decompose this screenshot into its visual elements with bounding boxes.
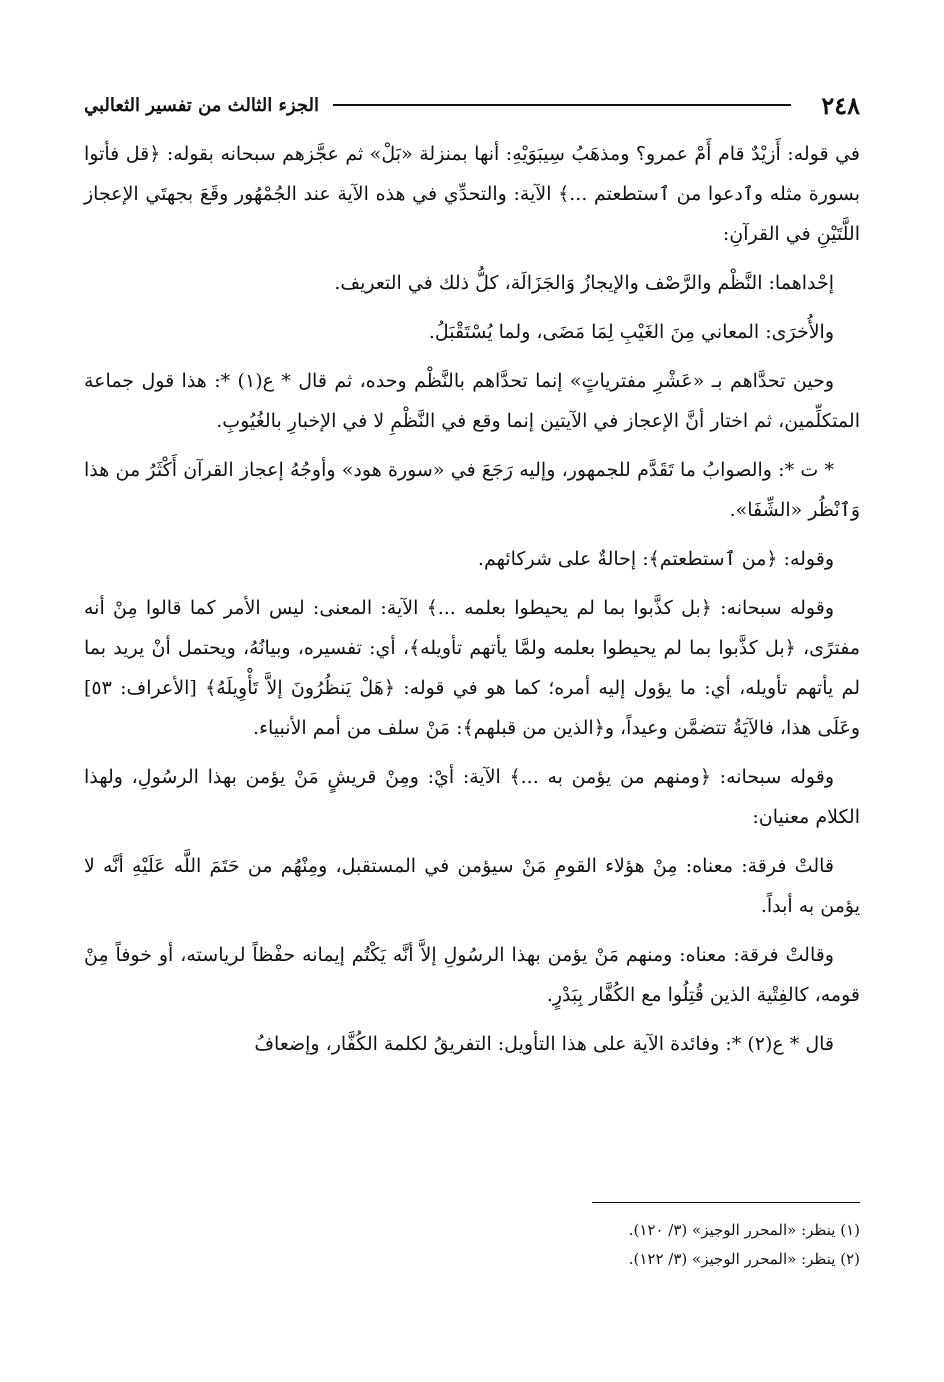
paragraph: والأُخرَى: المعاني مِنَ الغَيْبِ لِمَا مَضَى، ولما يُسْتَقْبَلُ. — [428, 321, 834, 343]
paragraph: في قوله: أَزيْدٌ قام أَمْ عمرو؟ ومذهَبُ سِيبَوَيْهِ: أنها بمنزلة «بَلْ» ثم عجَّزهم سبحانه بقوله: ﴿قل فأتوا بسورة مثله وٱدعوا من ٱستطعتم ...﴾ الآية: والتحدِّي في هذه الآية عند الجُمْهُور وقَعَ بجهتَي الإعجاز اللَّتَيْنِ في القرآنِ: — [84, 143, 860, 245]
page-number: ٢٤٨ — [821, 90, 860, 120]
footnote: (١) ينظر: «المحرر الوجيز» (٣/ ١٢٠). — [628, 1221, 860, 1239]
paragraph: وقوله سبحانه: ﴿بل كذَّبوا بما لم يحيطوا بعلمه ...﴾ الآية: المعنى: ليس الأمر كما قالوا مِنْ أنه مفترًى، ﴿بل كذَّبوا بما لم يحيطوا بعلمه ولمَّا يأتهم تأويله﴾، أي: تفسيره، وبيانُهُ، ويحتمل أنْ يريد بما لم يأتهم تأويله، أي: ما يؤول إليه أمره؛ كما هو في قوله: ﴿هَلْ يَنظُرُونَ إلاَّ تَأْوِيلَهُ﴾ [الأعراف: ٥٣] وعَلَى هذا، فالآيَةُ تتضمَّن وعيداً، و﴿الذين من قبلهم﴾: مَنْ سلف من أمم الأنبياء. — [84, 597, 860, 739]
header-rule — [333, 104, 791, 106]
running-title: الجزء الثالث من تفسير الثعالبي — [84, 94, 320, 116]
paragraph: * ت *: والصوابُ ما تَقَدَّم للجمهور، وإليه رَجَعَ في «سورة هود» وأوجُهُ إعجاز القرآن أَكْثَرُ من هذا وَٱنْظُر «الشِّفَا». — [84, 459, 860, 521]
paragraph: وحين تحدَّاهم بـ «عَشْرِ مفترياتٍ» إنما تحدَّاهم بالنَّظْم وحده، ثم قال * ع(١) *: هذا قول جماعة المتكلِّمين، ثم اختار أنَّ الإعجاز في الآيتين إنما وقع في النَّظْمِ لا في الإخبارِ بالغُيُوبِ. — [84, 370, 860, 432]
paragraph: وقالتْ فرقة: معناه: ومنهم مَنْ يؤمن بهذا الرسُولِ إلاَّ أنَّه يَكْتُم إيمانه حفْظاً لرياسته، أو خوفاً مِنْ قومه، كالفِتْية الذين قُتِلُوا مع الكُفَّار بِبَدْرٍ. — [84, 944, 860, 1006]
footnotes — [360, 1216, 860, 1274]
paragraph: وقوله: ﴿من ٱستطعتم﴾: إحالةٌ على شركائهم. — [477, 548, 834, 570]
paragraph: قالتْ فرقة: معناه: مِنْ هؤلاء القومِ مَنْ سيؤمن في المستقبل، ومِنْهُم من حَتَمَ اللَّه عَلَيْهِ أنَّه لا يؤمن به أبداً. — [84, 855, 860, 917]
paragraph: قال * ع(٢) *: وفائدة الآية على هذا التأويل: التفريقُ لكلمة الكُفَّار، وإضعافُ — [254, 1033, 834, 1055]
paragraph: إحْداهما: النَّظْم والرَّصْف والإيجازُ وَالجَزَالَة، كلُّ ذلك في التعريف. — [334, 272, 834, 294]
footnote-divider — [592, 1202, 860, 1203]
paragraph: وقوله سبحانه: ﴿ومنهم من يؤمن به ...﴾ الآية: أيْ: ومِنْ قريشٍ مَنْ يؤمن بهذا الرسُولِ، ولهذا الكلام معنيان: — [84, 766, 860, 828]
running-header — [84, 88, 860, 122]
footnote: (٢) ينظر: «المحرر الوجيز» (٣/ ١٢٢). — [628, 1250, 860, 1268]
main-text — [84, 134, 860, 1064]
page-body — [84, 88, 860, 1073]
